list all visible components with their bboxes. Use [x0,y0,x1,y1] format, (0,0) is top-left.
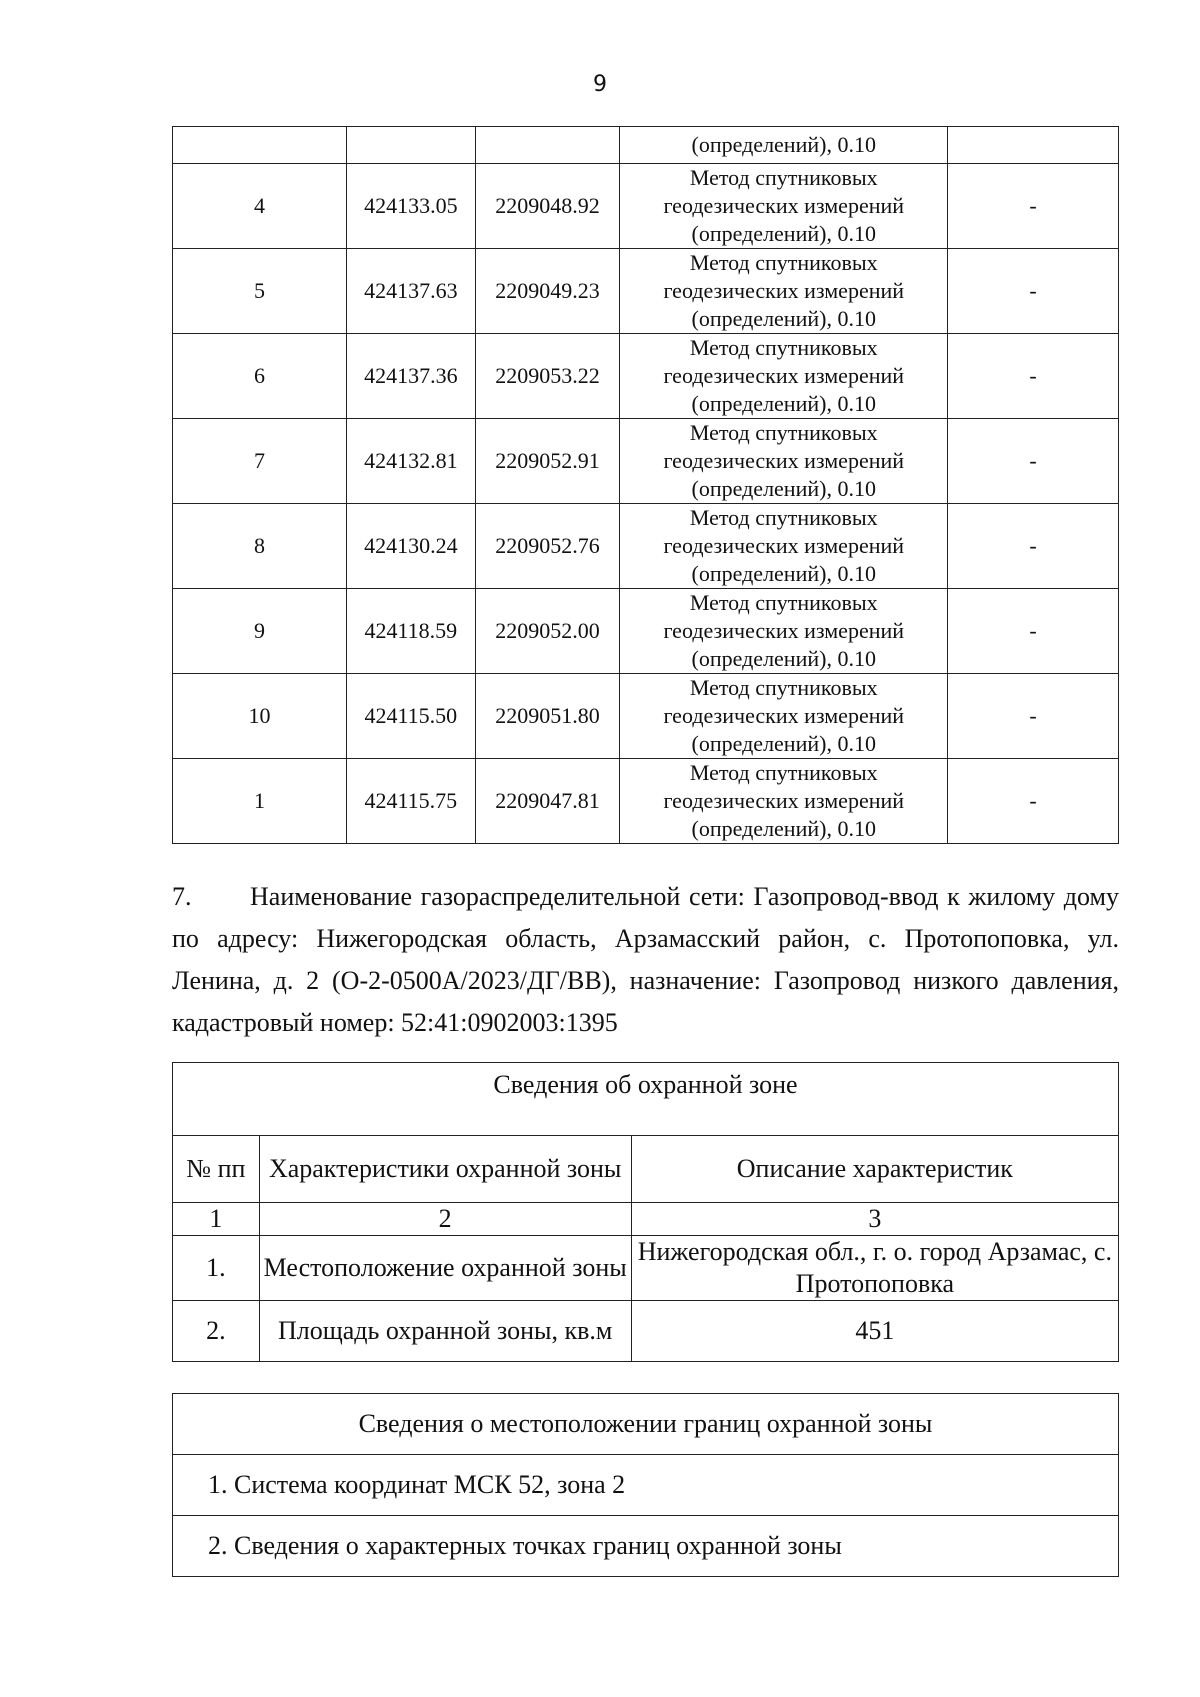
table-row [173,419,1119,504]
table-row [173,504,1119,589]
coordinates-table [172,126,1119,844]
x-coordinate-cell: 424115.50 [346,674,475,759]
x-coordinate-cell [346,127,475,164]
method-line: Метод спутниковых [689,250,878,275]
y-coordinate-cell: 2209048.92 [475,164,620,249]
table-header-row [173,1136,1119,1203]
point-number-cell: 10 [173,674,347,759]
table-row [173,1516,1119,1577]
method-line: Метод спутниковых [689,590,878,615]
y-coordinate-cell: 2209049.23 [475,249,620,334]
table-row [173,674,1119,759]
y-coordinate-cell: 2209052.91 [475,419,620,504]
section-number: 7. [172,882,192,911]
method-line: (определений), 0.10 [691,306,876,331]
row-characteristic: Площадь охранной зоны, кв.м [259,1301,631,1362]
point-number-cell [173,127,347,164]
point-number-cell: 7 [173,419,347,504]
method-line: (определений), 0.10 [691,816,876,841]
method-line: (определений), 0.10 [691,561,876,586]
accuracy-cell: - [948,164,1119,249]
method-cell [620,589,948,674]
x-coordinate-cell: 424130.24 [346,504,475,589]
table-row [173,1394,1119,1455]
x-coordinate-cell: 424137.36 [346,334,475,419]
header-num: № пп [173,1136,260,1203]
accuracy-cell: - [948,674,1119,759]
method-line: геодезических измерений [663,448,905,473]
accuracy-cell: - [948,759,1119,844]
table-row [173,127,1119,164]
boundaries-table [172,1393,1119,1577]
x-coordinate-cell: 424118.59 [346,589,475,674]
x-coordinate-cell: 424133.05 [346,164,475,249]
point-number-cell: 8 [173,504,347,589]
y-coordinate-cell: 2209053.22 [475,334,620,419]
method-cell [620,164,948,249]
method-line: (определений), 0.10 [691,646,876,671]
row-number: 2. [173,1301,260,1362]
accuracy-cell [948,127,1119,164]
accuracy-cell: - [948,334,1119,419]
method-line: Метод спутниковых [689,505,878,530]
table-row [173,164,1119,249]
method-cell [620,504,948,589]
method-line: (определений), 0.10 [691,391,876,416]
method-line: Метод спутниковых [689,165,878,190]
method-line: Метод спутниковых [689,335,878,360]
column-number: 2 [259,1203,631,1236]
y-coordinate-cell: 2209052.00 [475,589,620,674]
method-line: геодезических измерений [663,363,905,388]
point-number-cell: 5 [173,249,347,334]
y-coordinate-cell: 2209051.80 [475,674,620,759]
row-description: Нижегородская обл., г. о. город Арзамас, с. Протопоповка [631,1236,1118,1301]
method-cell [620,674,948,759]
table-row [173,589,1119,674]
table-row [173,249,1119,334]
row-characteristic: Местоположение охранной зоны [259,1236,631,1301]
point-number-cell: 6 [173,334,347,419]
y-coordinate-cell: 2209052.76 [475,504,620,589]
zone-table-title: Сведения об охранной зоне [173,1063,1119,1136]
accuracy-cell: - [948,419,1119,504]
y-coordinate-cell: 2209047.81 [475,759,620,844]
coordinate-system-item: 1. Система координат МСК 52, зона 2 [173,1455,1119,1516]
method-line: (определений), 0.10 [691,476,876,501]
accuracy-cell: - [948,249,1119,334]
method-cell [620,334,948,419]
page-number: 9 [593,72,607,97]
method-line: геодезических измерений [663,703,905,728]
boundaries-title: Сведения о местоположении границ охранной зоны [173,1394,1119,1455]
column-number: 3 [631,1203,1118,1236]
table-row [173,1236,1119,1301]
point-number-cell: 4 [173,164,347,249]
protection-zone-table [172,1062,1119,1362]
table-row [173,1455,1119,1516]
method-line: (определений), 0.10 [691,221,876,246]
table-row [173,1301,1119,1362]
x-coordinate-cell: 424137.63 [346,249,475,334]
method-line: Метод спутниковых [689,760,878,785]
method-line: геодезических измерений [663,788,905,813]
method-line: геодезических измерений [663,278,905,303]
method-line: Метод спутниковых [689,675,878,700]
point-number-cell: 9 [173,589,347,674]
table-row [173,334,1119,419]
x-coordinate-cell: 424115.75 [346,759,475,844]
x-coordinate-cell: 424132.81 [346,419,475,504]
row-description: 451 [631,1301,1118,1362]
method-line: геодезических измерений [663,533,905,558]
accuracy-cell: - [948,589,1119,674]
method-cell [620,249,948,334]
boundary-points-item: 2. Сведения о характерных точках границ охранной зоны [173,1516,1119,1577]
section-text: Наименование газораспределительной сети: Газопровод-ввод к жилому дому по адресу: Нижегородская область, Арзамасский район, с. Протопоповка, ул. Ленина, д. 2 (О-2-0500А/2023/ДГ/ВВ), назначение: Газопровод низкого давления, кадастровый номер: 52:41:0902003:1395 [172,882,1119,1037]
section-paragraph [172,876,1119,1044]
method-cell [620,419,948,504]
method-line: (определений), 0.10 [691,731,876,756]
method-line: геодезических измерений [663,193,905,218]
header-characteristic: Характеристики охранной зоны [259,1136,631,1203]
header-description: Описание характеристик [631,1136,1118,1203]
y-coordinate-cell [475,127,620,164]
point-number-cell: 1 [173,759,347,844]
method-line: геодезических измерений [663,618,905,643]
table-row [173,759,1119,844]
column-numbers-row [173,1203,1119,1236]
row-number: 1. [173,1236,260,1301]
column-number: 1 [173,1203,260,1236]
method-cell: (определений), 0.10 [620,127,948,164]
method-cell [620,759,948,844]
accuracy-cell: - [948,504,1119,589]
table-row [173,1063,1119,1136]
method-line: Метод спутниковых [689,420,878,445]
